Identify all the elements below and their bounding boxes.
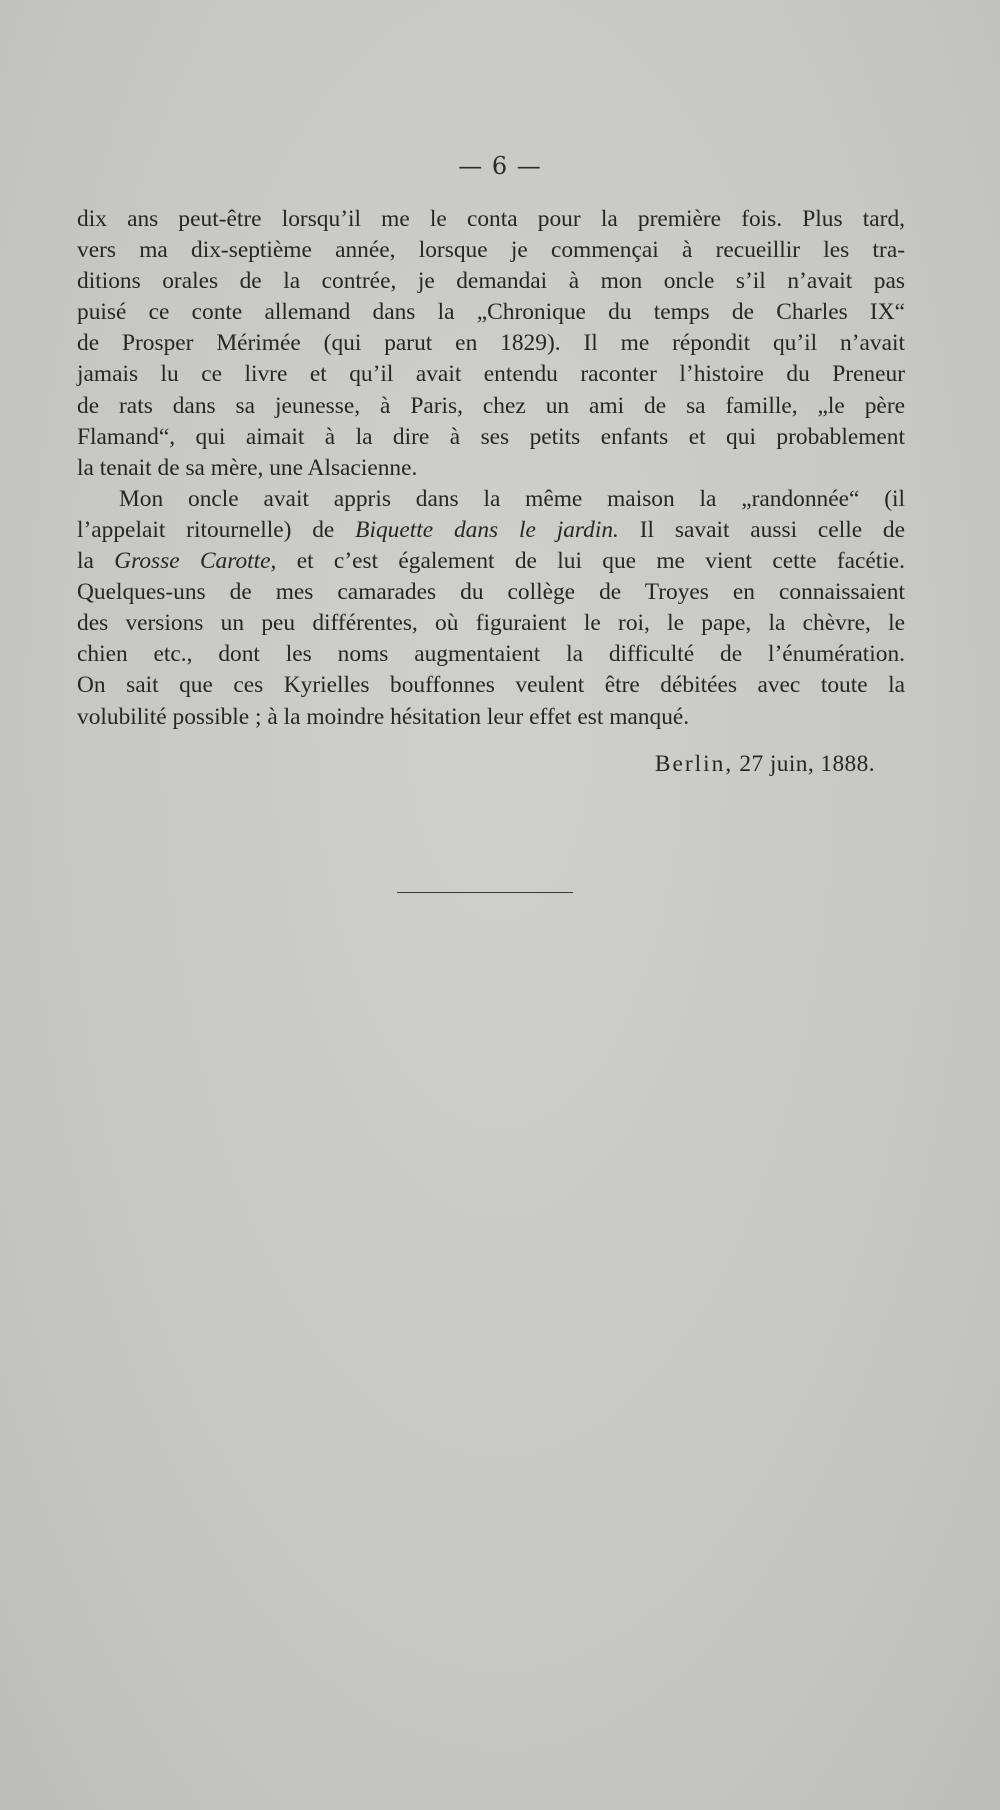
text-line — [77, 515, 905, 546]
text-line: Quelques-uns de mes camarades du collège de Troyes en connaissaient — [77, 579, 905, 606]
text-fragment: et c’est également de lui que me vient cette facétie. — [276, 548, 905, 575]
text-line: puisé ce conte allemand dans la „Chronique du temps de Charles IX“ — [77, 299, 905, 326]
page-number: — 6 — — [458, 152, 542, 180]
text-line: dix ans peut-être lorsqu’il me le conta pour la première fois. Plus tard, — [77, 206, 905, 232]
text-line — [77, 546, 905, 577]
text-fragment: la — [77, 548, 115, 575]
signature-date: 27 juin, 1888. — [733, 750, 875, 777]
italic-title: Grosse Carotte, — [114, 548, 277, 575]
body-text — [77, 204, 905, 780]
text-line: Flamand“, qui aimait à la dire à ses petits enfants et qui probablement — [77, 423, 905, 450]
text-line: On sait que ces Kyrielles bouffonnes veulent être débitées avec toute la — [77, 672, 905, 699]
text-line: des versions un peu différentes, où figuraient le roi, le pape, la chèvre, le — [77, 610, 905, 637]
signature-line — [77, 749, 905, 780]
text-line: chien etc., dont les noms augmentaient la difficulté de l’énumération. — [77, 641, 905, 668]
text-line: Mon oncle avait appris dans la même maison la „randonnée“ (il — [119, 485, 905, 512]
signature-place: Berlin, — [654, 750, 734, 777]
text-line: la tenait de sa mère, une Alsacienne. — [77, 454, 418, 481]
text-line: vers ma dix-septième année, lorsque je commençai à recueillir les tra- — [77, 237, 905, 264]
end-rule — [397, 892, 573, 893]
text-line: ditions orales de la contrée, je demandai à mon oncle s’il n’avait pas — [77, 268, 905, 295]
text-line: de Prosper Mérimée (qui parut en 1829). Il me répondit qu’il n’avait — [77, 330, 905, 357]
text-line: jamais lu ce livre et qu’il avait entendu raconter l’histoire du Preneur — [77, 361, 905, 388]
text-line: de rats dans sa jeunesse, à Paris, chez un ami de sa famille, „le père — [77, 392, 905, 419]
text-line: volubilité possible ; à la moindre hésitation leur effet est manqué. — [77, 703, 690, 730]
text-fragment: Il savait aussi celle de — [618, 516, 906, 543]
italic-title: Biquette dans le jardin. — [355, 516, 619, 543]
text-fragment: l’appelait ritournelle) de — [77, 516, 356, 543]
